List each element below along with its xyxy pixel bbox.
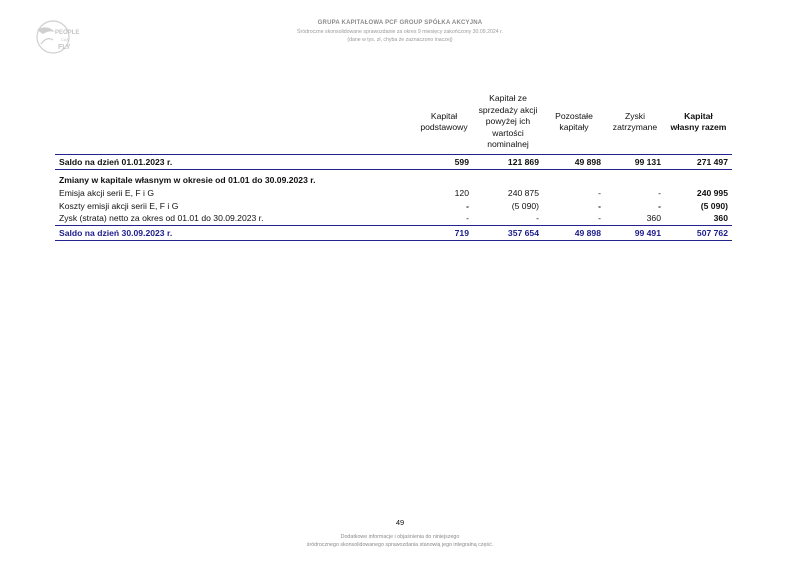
report-subtitle: Śródroczne skonsolidowane sprawozdanie za okres 9 miesięcy zakończony 30.09.2024 r. bbox=[297, 29, 503, 35]
table-header-row bbox=[55, 90, 732, 155]
cell-value: - bbox=[598, 213, 601, 224]
logo-text-people: PEOPLE bbox=[55, 30, 80, 36]
cell-value: 357 654 bbox=[473, 225, 543, 240]
cell-value: 599 bbox=[415, 155, 473, 170]
cell-value: - bbox=[466, 213, 469, 224]
row-label: Zysk (strata) netto za okres od 01.01 do 30.09.2023 r. bbox=[59, 213, 264, 224]
table-row-opening-balance bbox=[55, 155, 732, 170]
table-row-closing-balance bbox=[55, 225, 732, 240]
col-header-retained-earnings: Zyski zatrzymane bbox=[612, 110, 658, 132]
cell-value: 99 131 bbox=[605, 155, 665, 170]
col-header-other-capital: Pozostałe kapitały bbox=[555, 110, 593, 132]
cell-value: - bbox=[536, 213, 539, 224]
table-row bbox=[55, 200, 732, 213]
cell-value: (5 090) bbox=[700, 200, 728, 211]
col-header-share-premium: Kapitał ze sprzedaży akcji powyżej ich wartości nominalnej bbox=[478, 93, 538, 150]
company-title: GRUPA KAPITAŁOWA PCF GROUP SPÓŁKA AKCYJNA bbox=[317, 20, 483, 26]
cell-value: - bbox=[658, 188, 661, 199]
section-label: Zmiany w kapitale własnym w okresie od 01.01 do 30.09.2023 r. bbox=[59, 175, 316, 185]
cell-value: 360 bbox=[713, 213, 728, 224]
cell-value: 507 762 bbox=[665, 225, 732, 240]
table-row bbox=[55, 187, 732, 200]
cell-value: - bbox=[598, 188, 601, 199]
cell-value: - bbox=[658, 200, 661, 211]
cell-value: - bbox=[466, 200, 469, 211]
cell-value: 99 491 bbox=[605, 225, 665, 240]
cell-value: 49 898 bbox=[543, 155, 605, 170]
col-header-share-capital: Kapitał podstawowy bbox=[420, 110, 468, 132]
cell-value: (5 090) bbox=[511, 200, 539, 211]
cell-value: - bbox=[598, 200, 601, 211]
row-label: Emisja akcji serii E, F i G bbox=[59, 188, 155, 199]
footer-note-line2: śródrocznego skonsolidowanego sprawozdania stanowią jego integralną część. bbox=[306, 542, 494, 548]
cell-value: 271 497 bbox=[665, 155, 732, 170]
table-row bbox=[55, 212, 732, 225]
cell-value: 719 bbox=[415, 225, 473, 240]
row-label: Saldo na dzień 30.09.2023 r. bbox=[55, 225, 415, 240]
col-header-total-equity: Kapitał własny razem bbox=[670, 110, 727, 132]
cell-value: 360 bbox=[646, 213, 661, 224]
units-note: (dane w tys. zł, chyba że zaznaczono inaczej) bbox=[347, 37, 453, 43]
equity-changes-table bbox=[55, 90, 732, 241]
logo-text-fly: FLY bbox=[58, 44, 71, 51]
footer-note-line1: Dodatkowe informacje i objaśnienia do niniejszego bbox=[340, 534, 460, 540]
table-row-section-heading bbox=[55, 173, 732, 187]
cell-value: 120 bbox=[454, 188, 469, 199]
header-blank bbox=[55, 90, 415, 155]
cell-value: 49 898 bbox=[543, 225, 605, 240]
cell-value: 240 995 bbox=[696, 188, 728, 199]
cell-value: 121 869 bbox=[473, 155, 543, 170]
row-label: Koszty emisji akcji serii E, F i G bbox=[59, 200, 179, 211]
page-number: 49 bbox=[395, 518, 405, 527]
cell-value: 240 875 bbox=[507, 188, 539, 199]
logo-text-can: CAN bbox=[61, 37, 70, 42]
row-label: Saldo na dzień 01.01.2023 r. bbox=[55, 155, 415, 170]
